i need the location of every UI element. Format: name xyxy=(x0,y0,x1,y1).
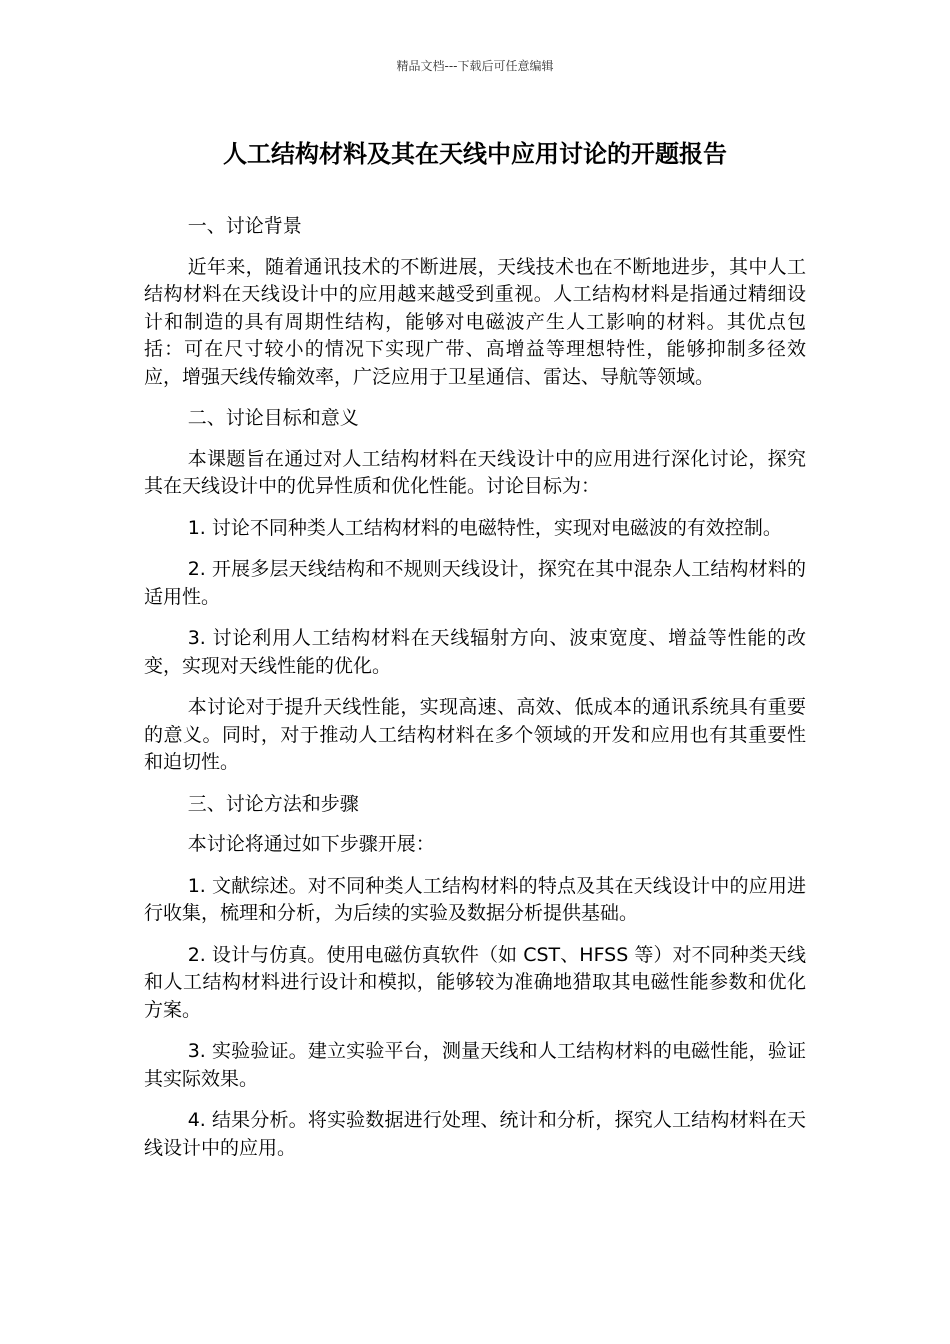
paragraph-methods-intro: 本讨论将通过如下步骤开展： xyxy=(187,833,435,855)
goal-item-1: 1. 讨论不同种类人工结构材料的电磁特性，实现对电磁波的有效控制。 xyxy=(187,516,782,539)
document-body xyxy=(144,213,806,1176)
goal-item-3: 3. 讨论利用人工结构材料在天线辐射方向、波束宽度、增益等性能的改变，实现对天线性能的优化。 xyxy=(144,627,806,677)
paragraph-background: 近年来，随着通讯技术的不断进展，天线技术也在不断地进步，其中人工结构材料在天线设计中的应用越来越受到重视。人工结构材料是指通过精细设计和制造的具有周期性结构，能够对电磁波产生人工影响的材料。其优点包括：可在尺寸较小的情况下实现广带、高增益等理想特性，能够抑制多径效应，增强天线传输效率，广泛应用于卫星通信、雷达、导航等领域。 xyxy=(144,255,806,388)
method-step-4: 4. 结果分析。将实验数据进行处理、统计和分析，探究人工结构材料在天线设计中的应用。 xyxy=(144,1109,806,1159)
document-title: 人工结构材料及其在天线中应用讨论的开题报告 xyxy=(223,140,727,168)
page-header: 精品文档---下载后可任意编辑 xyxy=(396,59,554,73)
method-step-2: 2. 设计与仿真。使用电磁仿真软件（如 CST、HFSS 等）对不同种类天线和人工结构材料进行设计和模拟，能够较为准确地猎取其电磁性能参数和优化方案。 xyxy=(144,943,806,1021)
method-step-3: 3. 实验验证。建立实验平台，测量天线和人工结构材料的电磁性能，验证其实际效果。 xyxy=(144,1040,806,1090)
section-heading-goals: 二、讨论目标和意义 xyxy=(187,407,359,429)
method-step-1: 1. 文献综述。对不同种类人工结构材料的特点及其在天线设计中的应用进行收集，梳理和分析，为后续的实验及数据分析提供基础。 xyxy=(144,874,806,924)
goal-item-2: 2. 开展多层天线结构和不规则天线设计，探究在其中混杂人工结构材料的适用性。 xyxy=(144,558,806,608)
paragraph-goals-intro: 本课题旨在通过对人工结构材料在天线设计中的应用进行深化讨论，探究其在天线设计中的优异性质和优化性能。讨论目标为： xyxy=(144,447,806,497)
paragraph-significance: 本讨论对于提升天线性能，实现高速、高效、低成本的通讯系统具有重要的意义。同时，对于推动人工结构材料在多个领域的开发和应用也有其重要性和迫切性。 xyxy=(144,696,806,773)
section-heading-background: 一、讨论背景 xyxy=(187,215,302,237)
section-heading-methods: 三、讨论方法和步骤 xyxy=(187,792,359,815)
